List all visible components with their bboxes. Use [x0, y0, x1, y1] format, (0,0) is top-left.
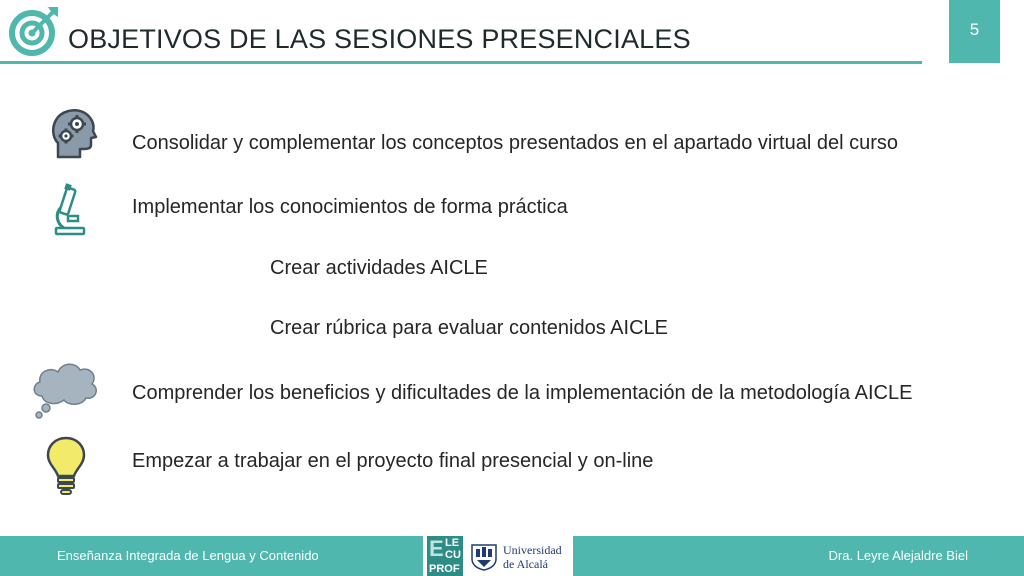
objective-consolidar: Consolidar y complementar los conceptos presentados en el apartado virtual del curso	[132, 132, 898, 154]
thought-cloud-icon	[30, 356, 100, 420]
elecuprof-logo: E LE CU PROF	[427, 536, 463, 576]
page-number: 5	[969, 20, 980, 39]
university-name: Universidad de Alcalá	[503, 543, 562, 571]
footer-author: Dra. Leyre Alejaldre Biel	[828, 548, 968, 563]
footer-logos	[423, 536, 573, 576]
objective-implementar: Implementar los conocimientos de forma práctica	[132, 196, 568, 218]
objective-empezar: Empezar a trabajar en el proyecto final presencial y on-line	[132, 450, 654, 472]
page-number-badge	[949, 0, 1000, 63]
sub-objective-actividades: Crear actividades AICLE	[270, 257, 488, 279]
university-crest-icon	[469, 541, 499, 571]
footer-course-title: Enseñanza Integrada de Lengua y Contenido	[57, 548, 319, 563]
microscope-icon	[50, 182, 88, 238]
target-icon	[8, 5, 60, 57]
title-underline	[0, 61, 922, 64]
page-title: OBJETIVOS DE LAS SESIONES PRESENCIALES	[68, 24, 691, 54]
sub-objective-rubrica: Crear rúbrica para evaluar contenidos AICLE	[270, 317, 668, 339]
lightbulb-icon	[44, 434, 88, 498]
footer-bar	[0, 536, 1024, 576]
objective-comprender: Comprender los beneficios y dificultades de la implementación de la metodología AICLE	[132, 382, 913, 404]
brain-gears-icon	[50, 107, 98, 159]
